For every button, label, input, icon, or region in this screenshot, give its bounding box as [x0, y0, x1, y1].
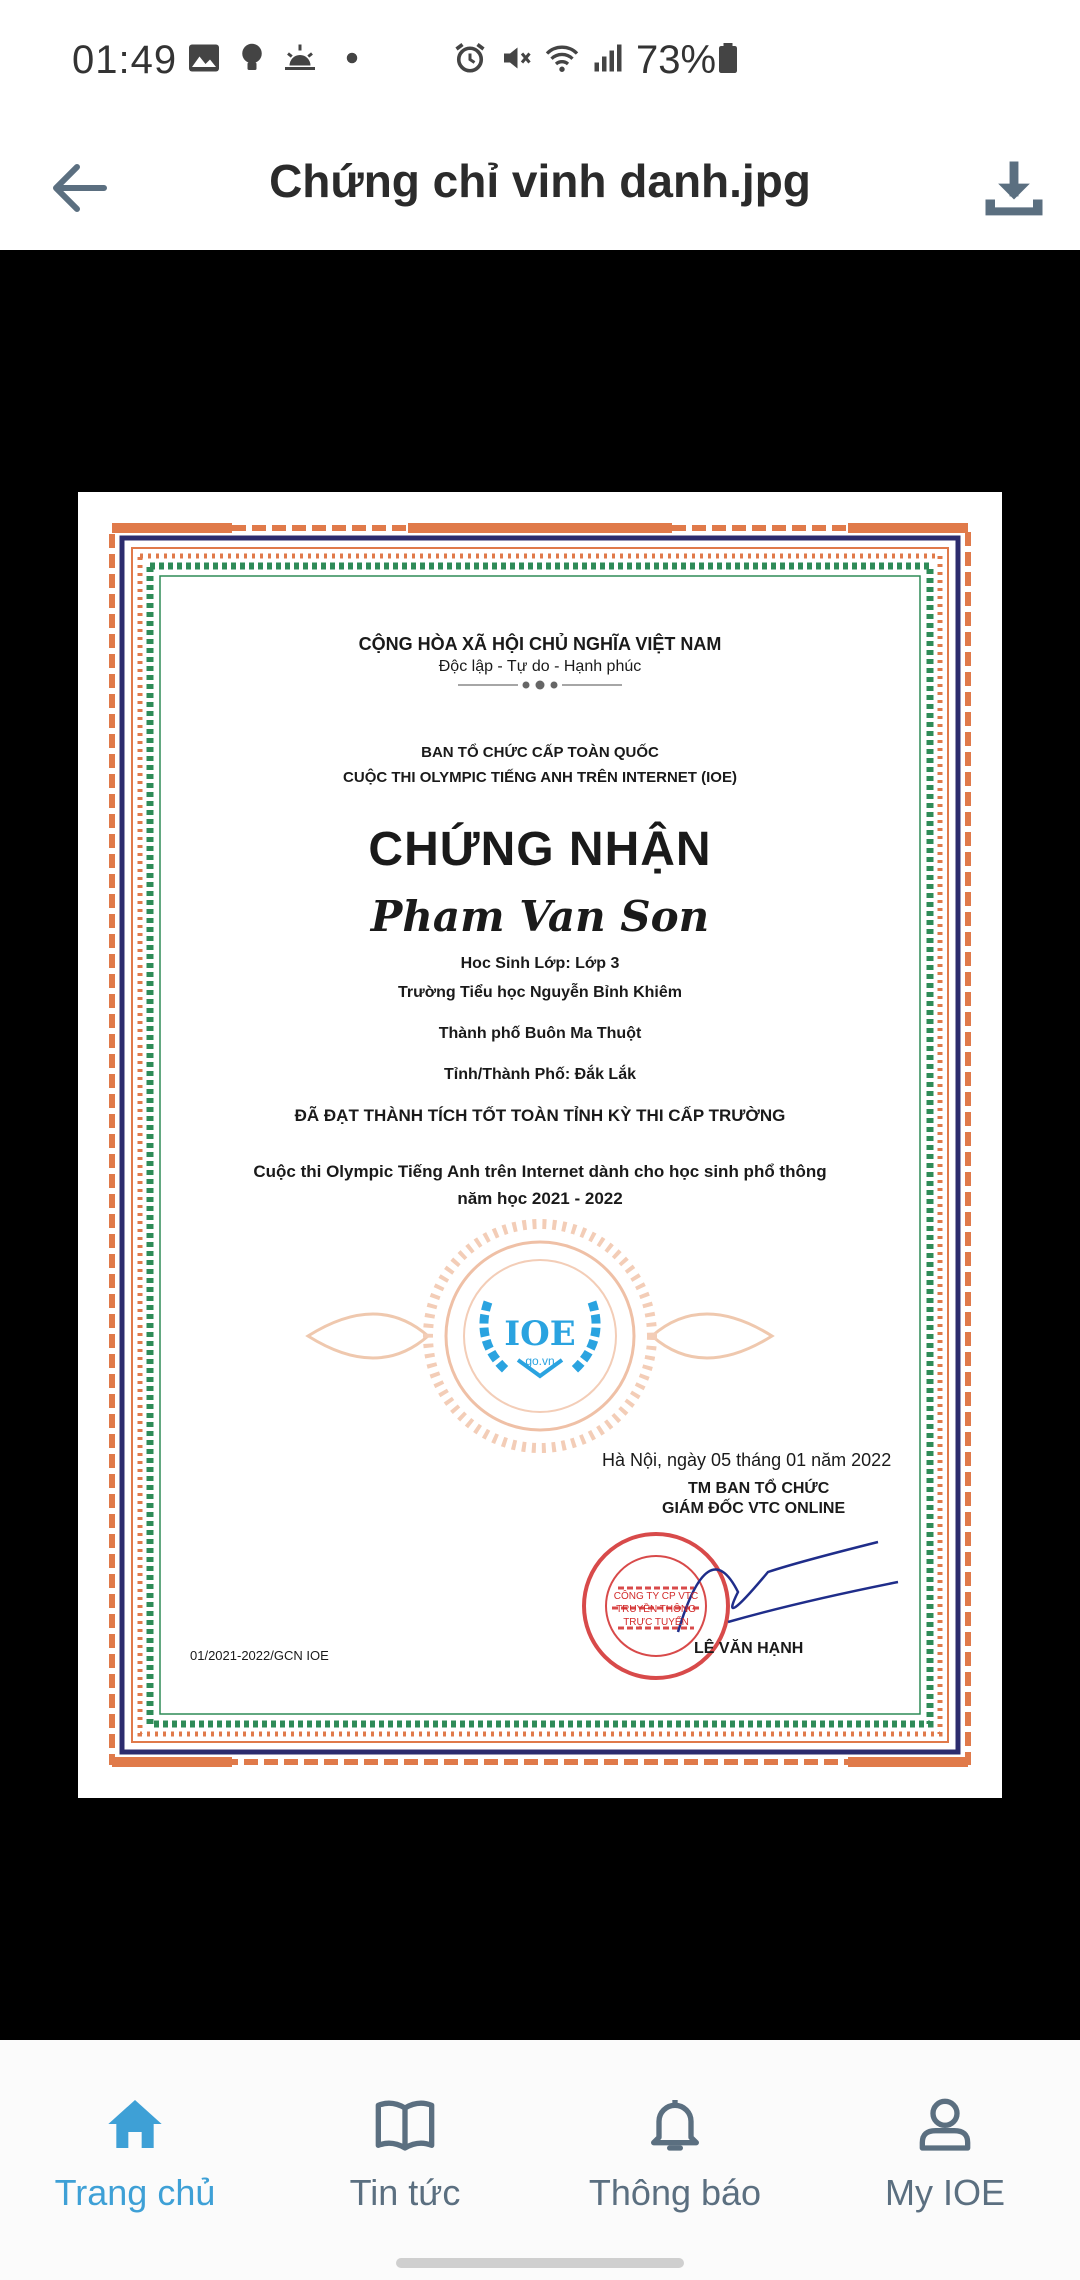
status-bar — [0, 0, 1080, 128]
nav-label-notifications: Thông báo — [588, 2172, 762, 2213]
ioe-logo-text: IOE — [504, 1314, 576, 1354]
ioe-logo-subtext: go.vn — [525, 1354, 555, 1368]
certificate-motto: Độc lập - Tự do - Hạnh phúc — [438, 658, 642, 675]
recipient-name: Pham Van Son — [370, 892, 710, 941]
nav-label-my-ioe: My IOE — [884, 2172, 1005, 2213]
recipient-grade: Hoc Sinh Lớp: Lớp 3 — [460, 955, 620, 972]
file-title: Chứng chỉ vinh danh.jpg — [269, 155, 811, 207]
book-icon — [373, 2092, 437, 2156]
certificate-organizer: BAN TỔ CHỨC CẤP TOÀN QUỐC — [421, 744, 659, 761]
certificate-contest-name: CUỘC THI OLYMPIC TIẾNG ANH TRÊN INTERNET (IOE) — [343, 769, 737, 786]
mute-icon — [498, 40, 534, 76]
stamp-text: CÔNG TY CP VTC TRUYỀN THÔNG TRỰC TUYẾN — [613, 1591, 699, 1628]
more-notifications-dot-icon — [334, 40, 370, 76]
wifi-icon — [544, 40, 580, 76]
status-time: 01:49 — [72, 38, 178, 82]
back-arrow-icon[interactable] — [44, 152, 116, 224]
recipient-province: Tỉnh/Thành Phố: Đắk Lắk — [443, 1066, 636, 1083]
issue-date: Hà Nội, ngày 05 tháng 01 năm 2022 — [602, 1450, 892, 1470]
gallery-notification-icon — [186, 40, 222, 76]
certificate-code: 01/2021-2022/GCN IOE — [190, 1648, 329, 1663]
certificate-country: CỘNG HÒA XÃ HỘI CHỦ NGHĨA VIỆT NAM — [358, 634, 722, 654]
nav-item-news[interactable] — [270, 2040, 540, 2240]
bell-icon — [643, 2092, 707, 2156]
sunrise-notification-icon — [282, 40, 318, 76]
signatory-title-2: GIÁM ĐỐC VTC ONLINE — [662, 1500, 846, 1517]
recipient-school: Trường Tiểu học Nguyễn Bỉnh Khiêm — [397, 984, 682, 1001]
certificate-heading: CHỨNG NHẬN — [368, 823, 712, 876]
home-icon — [103, 2092, 167, 2156]
home-gesture-bar[interactable] — [396, 2258, 684, 2268]
school-year: năm học 2021 - 2022 — [457, 1189, 623, 1208]
app-bar — [0, 128, 1080, 250]
signal-icon — [590, 40, 626, 76]
lightbulb-notification-icon — [234, 40, 270, 76]
battery-percentage: 73% — [636, 38, 717, 82]
signatory-name: LÊ VĂN HẠNH — [694, 1640, 804, 1657]
signature-mark — [678, 1542, 898, 1632]
nav-label-news: Tin tức — [349, 2172, 461, 2213]
contest-description: Cuộc thi Olympic Tiếng Anh trên Internet dành cho học sinh phổ thông — [253, 1162, 827, 1181]
recipient-city: Thành phố Buôn Ma Thuột — [438, 1025, 642, 1042]
signatory-title-1: TM BAN TỔ CHỨC — [688, 1480, 830, 1497]
nav-item-my-ioe[interactable] — [810, 2040, 1080, 2240]
certificate-image — [78, 492, 1002, 1798]
bottom-navigation — [0, 2040, 1080, 2280]
alarm-icon — [452, 40, 488, 76]
achievement-text: ĐÃ ĐẠT THÀNH TÍCH TỐT TOÀN TỈNH KỲ THI CẤP TRƯỜNG — [294, 1106, 786, 1125]
download-icon[interactable] — [976, 152, 1052, 228]
nav-item-home[interactable] — [0, 2040, 270, 2240]
battery-icon — [710, 40, 746, 76]
nav-item-notifications[interactable] — [540, 2040, 810, 2240]
nav-label-home: Trang chủ — [54, 2172, 216, 2213]
image-viewer[interactable] — [0, 250, 1080, 2040]
certificate-border — [78, 492, 1002, 1798]
user-icon — [913, 2092, 977, 2156]
